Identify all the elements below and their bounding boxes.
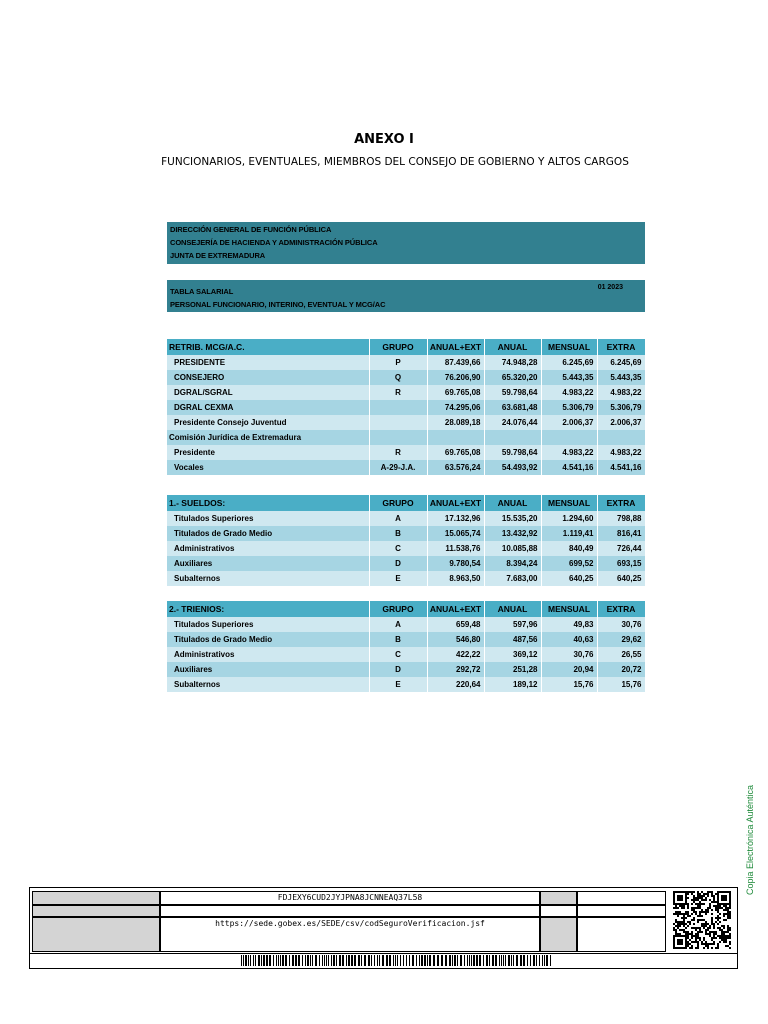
cell-mensual: 5.306,79 xyxy=(541,400,597,415)
cell-extra: 5.443,35 xyxy=(597,370,645,385)
row-label: Auxiliares xyxy=(167,556,369,571)
cell-extra: 798,88 xyxy=(597,511,645,526)
verify-url[interactable]: https://sede.gobex.es/SEDE/csv/codSeguroVerificacion.jsf xyxy=(160,917,540,952)
footer-empty-cell xyxy=(160,905,540,917)
table-row xyxy=(167,370,645,385)
footer-empty-cell xyxy=(540,905,577,917)
footer-empty-cell xyxy=(577,891,666,905)
cell-anual-ext: 292,72 xyxy=(427,662,484,677)
cell-extra: 26,55 xyxy=(597,647,645,662)
cell-mensual: 40,63 xyxy=(541,632,597,647)
section-label: Comisión Jurídica de Extremadura xyxy=(167,430,369,445)
row-label: Subalternos xyxy=(167,571,369,586)
cell-extra: 693,15 xyxy=(597,556,645,571)
table-row xyxy=(167,460,645,475)
footer-gray-cell xyxy=(32,917,160,952)
cell-grupo: A-29-J.A. xyxy=(369,460,427,475)
table-row xyxy=(167,400,645,415)
authentic-copy-text: Copia Electrónica Auténtica xyxy=(745,784,755,896)
row-label: CONSEJERO xyxy=(167,370,369,385)
empty-cell xyxy=(597,430,645,445)
cell-extra: 4.541,16 xyxy=(597,460,645,475)
table-row xyxy=(167,541,645,556)
barcode-icon xyxy=(241,955,553,966)
qr-code-icon xyxy=(672,891,732,949)
cell-extra: 15,76 xyxy=(597,677,645,692)
cell-extra: 29,62 xyxy=(597,632,645,647)
cell-extra: 816,41 xyxy=(597,526,645,541)
col-header: 2.- TRIENIOS: xyxy=(167,601,369,617)
table-row xyxy=(167,556,645,571)
cell-mensual: 4.541,16 xyxy=(541,460,597,475)
cell-grupo: E xyxy=(369,571,427,586)
cell-anual-ext: 220,64 xyxy=(427,677,484,692)
cell-extra: 4.983,22 xyxy=(597,385,645,400)
row-label: Administrativos xyxy=(167,647,369,662)
footer-gray-cell xyxy=(540,917,577,952)
cell-anual-ext: 17.132,96 xyxy=(427,511,484,526)
cell-extra: 30,76 xyxy=(597,617,645,632)
empty-cell xyxy=(484,430,541,445)
cell-grupo: D xyxy=(369,556,427,571)
col-header: GRUPO xyxy=(369,339,427,355)
cell-anual-ext: 69.765,08 xyxy=(427,445,484,460)
empty-cell xyxy=(369,430,427,445)
table-row xyxy=(167,445,645,460)
cell-anual-ext: 28.089,18 xyxy=(427,415,484,430)
authentic-copy-label xyxy=(743,782,757,898)
csv-code: FDJEXY6CUD2JYJPNA8JCNNEAQ37L58 xyxy=(160,891,540,905)
cell-mensual: 1.119,41 xyxy=(541,526,597,541)
cell-mensual: 20,94 xyxy=(541,662,597,677)
col-header: MENSUAL xyxy=(541,495,597,511)
col-header: ANUAL+EXT xyxy=(427,339,484,355)
document-subtitle: FUNCIONARIOS, EVENTUALES, MIEMBROS DEL CONSEJO DE GOBIERNO Y ALTOS CARGOS xyxy=(161,156,629,168)
cell-extra: 4.983,22 xyxy=(597,445,645,460)
row-label: PRESIDENTE xyxy=(167,355,369,370)
cell-mensual: 840,49 xyxy=(541,541,597,556)
table-row xyxy=(167,355,645,370)
cell-mensual: 4.983,22 xyxy=(541,385,597,400)
col-header: RETRIB. MCG/A.C. xyxy=(167,339,369,355)
table-row xyxy=(167,511,645,526)
cell-anual: 63.681,48 xyxy=(484,400,541,415)
cell-extra: 726,44 xyxy=(597,541,645,556)
issuer-header xyxy=(167,222,645,264)
col-header: ANUAL xyxy=(484,601,541,617)
cell-grupo: P xyxy=(369,355,427,370)
cell-anual: 8.394,24 xyxy=(484,556,541,571)
cell-anual: 65.320,20 xyxy=(484,370,541,385)
cell-anual: 15.535,20 xyxy=(484,511,541,526)
table-header-line: TABLA SALARIAL xyxy=(170,287,234,296)
col-header: ANUAL+EXT xyxy=(427,601,484,617)
cell-grupo: Q xyxy=(369,370,427,385)
cell-anual-ext: 659,48 xyxy=(427,617,484,632)
table-header-line: PERSONAL FUNCIONARIO, INTERINO, EVENTUAL Y MCG/AC xyxy=(170,300,386,309)
cell-extra: 2.006,37 xyxy=(597,415,645,430)
cell-anual: 7.683,00 xyxy=(484,571,541,586)
cell-grupo xyxy=(369,400,427,415)
cell-extra: 640,25 xyxy=(597,571,645,586)
cell-grupo: B xyxy=(369,632,427,647)
cell-grupo: E xyxy=(369,677,427,692)
issuer-line: DIRECCIÓN GENERAL DE FUNCIÓN PÚBLICA xyxy=(170,225,332,234)
col-header: MENSUAL xyxy=(541,601,597,617)
col-header: EXTRA xyxy=(597,339,645,355)
cell-mensual: 15,76 xyxy=(541,677,597,692)
col-header: ANUAL xyxy=(484,339,541,355)
table-row xyxy=(167,647,645,662)
sueldos-table xyxy=(167,495,646,586)
cell-extra: 20,72 xyxy=(597,662,645,677)
row-label: Titulados de Grado Medio xyxy=(167,526,369,541)
cell-mensual: 4.983,22 xyxy=(541,445,597,460)
cell-anual: 10.085,88 xyxy=(484,541,541,556)
cell-anual-ext: 9.780,54 xyxy=(427,556,484,571)
footer-gray-cell xyxy=(32,905,160,917)
row-label: Auxiliares xyxy=(167,662,369,677)
cell-mensual: 30,76 xyxy=(541,647,597,662)
table-header-box xyxy=(167,280,645,312)
trienios-table xyxy=(167,601,646,692)
row-label: Titulados de Grado Medio xyxy=(167,632,369,647)
cell-mensual: 640,25 xyxy=(541,571,597,586)
table-row xyxy=(167,385,645,400)
table-row xyxy=(167,571,645,586)
cell-anual: 369,12 xyxy=(484,647,541,662)
issuer-line: CONSEJERÍA DE HACIENDA Y ADMINISTRACIÓN PÚBLICA xyxy=(170,238,378,247)
col-header: EXTRA xyxy=(597,601,645,617)
footer-gray-cell xyxy=(540,891,577,905)
col-header: 1.- SUELDOS: xyxy=(167,495,369,511)
cell-anual: 251,28 xyxy=(484,662,541,677)
retrib-table xyxy=(167,339,646,475)
cell-anual-ext: 11.538,76 xyxy=(427,541,484,556)
cell-extra: 5.306,79 xyxy=(597,400,645,415)
table-row xyxy=(167,526,645,541)
row-label: Presidente Consejo Juventud xyxy=(167,415,369,430)
document-title: ANEXO I xyxy=(354,132,414,147)
cell-anual: 74.948,28 xyxy=(484,355,541,370)
row-label: Subalternos xyxy=(167,677,369,692)
cell-grupo: A xyxy=(369,617,427,632)
footer-gray-cell xyxy=(32,891,160,905)
cell-mensual: 6.245,69 xyxy=(541,355,597,370)
cell-grupo xyxy=(369,415,427,430)
empty-cell xyxy=(427,430,484,445)
cell-anual: 189,12 xyxy=(484,677,541,692)
table-header-row xyxy=(167,495,645,511)
cell-grupo: D xyxy=(369,662,427,677)
cell-grupo: B xyxy=(369,526,427,541)
cell-anual: 59.798,64 xyxy=(484,385,541,400)
issuer-line: JUNTA DE EXTREMADURA xyxy=(170,251,266,260)
cell-anual-ext: 422,22 xyxy=(427,647,484,662)
cell-anual-ext: 76.206,90 xyxy=(427,370,484,385)
table-row xyxy=(167,617,645,632)
cell-mensual: 2.006,37 xyxy=(541,415,597,430)
col-header: MENSUAL xyxy=(541,339,597,355)
cell-anual: 597,96 xyxy=(484,617,541,632)
row-label: DGRAL/SGRAL xyxy=(167,385,369,400)
cell-mensual: 699,52 xyxy=(541,556,597,571)
cell-grupo: R xyxy=(369,445,427,460)
table-header-row xyxy=(167,339,645,355)
barcode-strip xyxy=(29,954,738,969)
footer-empty-cell xyxy=(577,917,666,952)
cell-grupo: C xyxy=(369,541,427,556)
table-row xyxy=(167,632,645,647)
cell-grupo: R xyxy=(369,385,427,400)
col-header: GRUPO xyxy=(369,601,427,617)
row-label: Vocales xyxy=(167,460,369,475)
cell-anual-ext: 74.295,06 xyxy=(427,400,484,415)
col-header: EXTRA xyxy=(597,495,645,511)
cell-anual: 487,56 xyxy=(484,632,541,647)
col-header: ANUAL xyxy=(484,495,541,511)
section-row xyxy=(167,430,645,445)
row-label: Titulados Superiores xyxy=(167,511,369,526)
col-header: ANUAL+EXT xyxy=(427,495,484,511)
cell-mensual: 5.443,35 xyxy=(541,370,597,385)
table-header-row xyxy=(167,601,645,617)
cell-grupo: C xyxy=(369,647,427,662)
cell-anual-ext: 69.765,08 xyxy=(427,385,484,400)
cell-anual: 13.432,92 xyxy=(484,526,541,541)
table-row xyxy=(167,677,645,692)
cell-anual-ext: 87.439,66 xyxy=(427,355,484,370)
table-date: 01 2023 xyxy=(597,284,623,291)
footer-empty-cell xyxy=(577,905,666,917)
cell-anual-ext: 8.963,50 xyxy=(427,571,484,586)
table-row xyxy=(167,662,645,677)
row-label: Presidente xyxy=(167,445,369,460)
row-label: DGRAL CEXMA xyxy=(167,400,369,415)
cell-anual-ext: 63.576,24 xyxy=(427,460,484,475)
cell-mensual: 1.294,60 xyxy=(541,511,597,526)
cell-anual: 24.076,44 xyxy=(484,415,541,430)
cell-anual: 59.798,64 xyxy=(484,445,541,460)
row-label: Titulados Superiores xyxy=(167,617,369,632)
cell-anual-ext: 546,80 xyxy=(427,632,484,647)
table-row xyxy=(167,415,645,430)
row-label: Administrativos xyxy=(167,541,369,556)
cell-extra: 6.245,69 xyxy=(597,355,645,370)
cell-mensual: 49,83 xyxy=(541,617,597,632)
verification-footer xyxy=(29,887,738,954)
cell-anual-ext: 15.065,74 xyxy=(427,526,484,541)
cell-grupo: A xyxy=(369,511,427,526)
empty-cell xyxy=(541,430,597,445)
col-header: GRUPO xyxy=(369,495,427,511)
cell-anual: 54.493,92 xyxy=(484,460,541,475)
